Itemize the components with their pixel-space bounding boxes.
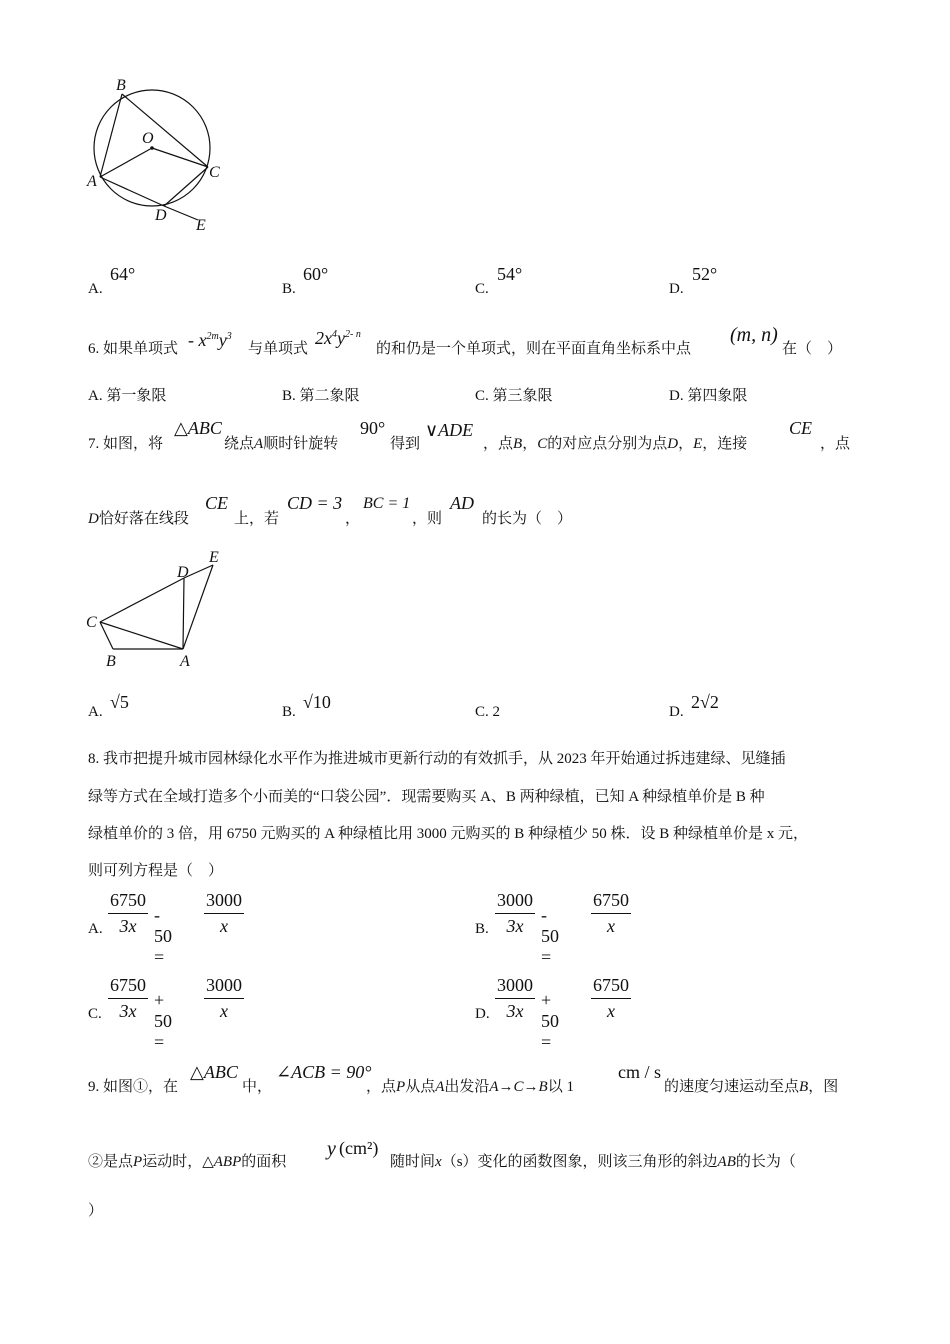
- q8-line4: 则可列方程是（ ）: [88, 863, 224, 879]
- q5-option-c-value: 54°: [497, 264, 523, 284]
- label-A: A: [87, 173, 97, 190]
- rotation-figure: [80, 545, 240, 670]
- label-C: C: [86, 614, 97, 631]
- q6-mid2: 的和仍是一个单项式，则在平面直角坐标系中点: [376, 341, 692, 357]
- q9-l1-g: 的速度匀速运动至点B，图: [664, 1079, 839, 1095]
- q7-l2-b: 上，若: [234, 511, 280, 527]
- q7-option-a: A.: [88, 704, 103, 720]
- q5-option-b-value: 60°: [303, 264, 329, 284]
- q7-l1-deg: 90°: [360, 418, 386, 438]
- label-D: D: [177, 564, 189, 581]
- q7-l1-b: 绕点A顺时针旋转: [224, 436, 339, 452]
- q8-line3: 绿植单价的 3 倍，用 6750 元购买的 A 种绿植比用 3000 元购买的 B 种绿植少 50 株．设 B 种绿植单价是 x 元，: [88, 826, 809, 842]
- q7-l2-ce: CE: [205, 493, 229, 513]
- option-letter: D.: [669, 281, 684, 297]
- q7-l1-a: 7. 如图，将: [88, 436, 164, 452]
- q6-option-c: C. 第三象限: [475, 388, 553, 404]
- q5-option-d: [669, 280, 684, 298]
- q8-line2: 绿等方式在全域打造多个小而美的“口袋公园”．现需要购买 A、B 两种绿植，已知 A 种绿植单价是 B 种: [88, 789, 765, 805]
- q7-l2-ad: AD: [450, 493, 474, 513]
- q6-term1: - $x^{2m}y^3$: [188, 330, 232, 350]
- label-E: E: [209, 549, 219, 566]
- q9-l2-y: y: [327, 1138, 336, 1160]
- q7-l1-d: 得到: [390, 436, 421, 452]
- q5-option-a: [88, 280, 103, 298]
- q7-l2-bc: BC = 1: [363, 495, 411, 512]
- label-E: E: [196, 217, 206, 234]
- q7-l2-e: 的长为（ ）: [482, 511, 573, 527]
- q9-l1-tri: △ABC: [190, 1062, 238, 1082]
- q6-option-d: D. 第四象限: [669, 388, 748, 404]
- q6-mid: 与单项式: [248, 341, 309, 357]
- q7-l1-tri2: ∨ADE: [425, 420, 474, 440]
- q9-l2-rest: 随时间x（s）变化的函数图象，则该三角形的斜边AB的长为（: [390, 1154, 796, 1170]
- circle-figure: [80, 72, 240, 237]
- label-D: D: [155, 207, 167, 224]
- q5-option-c: [475, 280, 489, 298]
- q7-l1-tri: △ABC: [174, 418, 222, 438]
- q5-option-b: [282, 280, 296, 298]
- q9-l2-a: ②是点P运动时，△ABP的面积: [88, 1154, 287, 1170]
- label-O: O: [142, 130, 154, 147]
- q7-l2-c: ，: [345, 511, 361, 527]
- q7-l2-cd: CD = 3: [287, 493, 343, 513]
- q9-l3: ）: [88, 1203, 104, 1219]
- option-letter: B.: [282, 281, 296, 297]
- q9-l1-unit: cm / s: [618, 1062, 661, 1082]
- q6-point: (m, n): [730, 324, 778, 346]
- q7-l1-rest: ，点B，C的对应点分别为点D，E，连接: [483, 436, 748, 452]
- q9-l2-unit: (cm²): [339, 1138, 379, 1158]
- q6-suffix: 在（ ）: [782, 341, 843, 357]
- q7-l2-d: ，则: [412, 511, 443, 527]
- q7-option-d-value: 2√2: [691, 692, 719, 712]
- q6-term2: $2x^4y^{2- n}$: [315, 328, 361, 348]
- label-B: B: [106, 653, 116, 670]
- q7-option-b-value: √10: [303, 692, 331, 712]
- q7-option-b: B.: [282, 704, 296, 720]
- q7-l1-ce: CE: [789, 418, 813, 438]
- label-C: C: [209, 164, 220, 181]
- q9-l1-a: 9. 如图①，在: [88, 1079, 179, 1095]
- q6-prefix: 6. 如果单项式: [88, 341, 179, 357]
- q7-l2-a: D恰好落在线段: [88, 511, 189, 527]
- q5-option-a-value: 64°: [110, 264, 136, 284]
- q8-line1: 8. 我市把提升城市园林绿化水平作为推进城市更新行动的有效抓手，从 2023 年开始通过拆违建绿、见缝插: [88, 751, 786, 767]
- q9-l1-angle: ∠ACB = 90°: [276, 1062, 372, 1082]
- q7-option-a-value: √5: [110, 692, 129, 712]
- label-B: B: [116, 77, 126, 94]
- q7-l1-j: ，点: [820, 436, 851, 452]
- q7-option-c: C. 2: [475, 704, 501, 720]
- q6-option-a: A. 第一象限: [88, 388, 167, 404]
- option-letter: C.: [475, 281, 489, 297]
- q6-option-b: B. 第二象限: [282, 388, 360, 404]
- q5-option-d-value: 52°: [692, 264, 718, 284]
- label-A: A: [180, 653, 190, 670]
- q9-l1-rest: ，点P从点A出发沿A→C→B以 1: [366, 1079, 574, 1095]
- option-letter: A.: [88, 281, 103, 297]
- q9-l1-b: 中，: [242, 1079, 273, 1095]
- q7-option-d: D.: [669, 704, 684, 720]
